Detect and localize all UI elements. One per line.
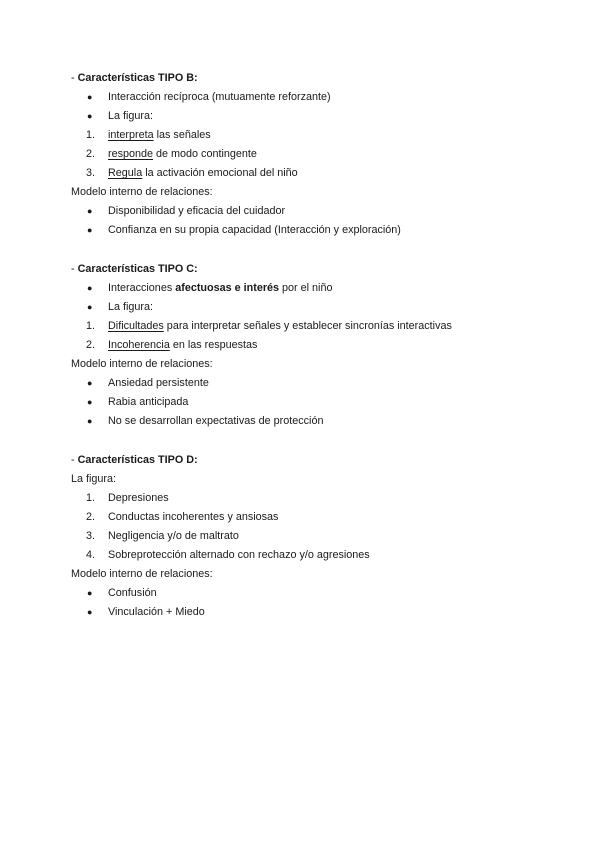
underlined-term: Dificultades	[108, 320, 164, 332]
numbered-item	[0, 126, 600, 145]
item-number: 3.	[86, 167, 96, 179]
bold-term: afectuosas e interés	[175, 282, 280, 294]
model-label: Modelo interno de relaciones:	[71, 568, 213, 580]
list-item-text	[108, 279, 332, 298]
item-rest: de modo contingente	[153, 148, 257, 160]
list-item-text: Confianza en su propia capacidad (Interacción y exploración)	[108, 224, 401, 236]
item-text	[108, 164, 298, 183]
numbered-item	[0, 145, 600, 164]
section-d-heading	[71, 451, 600, 470]
item-rest: las señales	[153, 129, 211, 141]
section-c-heading	[71, 260, 600, 279]
bullet-icon: ●	[87, 378, 93, 388]
bullet-icon: ●	[87, 416, 93, 426]
item-text: Sobreprotección alternado con rechazo y/o agresiones	[108, 549, 370, 561]
heading-text: Características TIPO C:	[77, 263, 198, 275]
list-item	[0, 88, 600, 107]
item-text	[108, 336, 257, 355]
bullet-icon: ●	[87, 92, 93, 102]
section-b-heading	[71, 69, 600, 88]
numbered-item	[0, 508, 600, 527]
figure-label: La figura:	[71, 473, 117, 485]
numbered-item	[0, 164, 600, 183]
bullet-icon: ●	[87, 225, 93, 235]
list-item-text: Interacción recíproca (mutuamente reforzante)	[108, 91, 331, 103]
bullet-icon: ●	[87, 607, 93, 617]
numbered-item	[0, 527, 600, 546]
item-text: Depresiones	[108, 492, 169, 504]
item-number: 1.	[86, 492, 96, 504]
list-item	[0, 202, 600, 221]
item-number: 1.	[86, 129, 96, 141]
list-item-text: La figura:	[108, 301, 154, 313]
item-rest: la activación emocional del niño	[142, 167, 298, 179]
list-item-text: Vinculación + Miedo	[108, 606, 205, 618]
item-number: 2.	[86, 511, 96, 523]
list-item-text: Disponibilidad y eficacia del cuidador	[108, 205, 286, 217]
bullet-icon: ●	[87, 283, 93, 293]
item-number: 2.	[86, 339, 96, 351]
list-item	[0, 603, 600, 622]
model-label: Modelo interno de relaciones:	[71, 358, 213, 370]
underlined-term: Incoherencia	[108, 339, 170, 351]
item-text	[108, 145, 257, 164]
list-item	[0, 374, 600, 393]
item-rest: en las respuestas	[169, 339, 258, 351]
list-item-text: No se desarrollan expectativas de protección	[108, 415, 324, 427]
numbered-item	[0, 317, 600, 336]
item-text: Negligencia y/o de maltrato	[108, 530, 239, 542]
item-number: 4.	[86, 549, 96, 561]
underlined-term: Regula	[108, 167, 143, 179]
heading-dash: -	[71, 263, 78, 275]
text-pre: Interacciones	[108, 282, 176, 294]
numbered-item	[0, 336, 600, 355]
bullet-icon: ●	[87, 111, 93, 121]
list-item-text: Rabia anticipada	[108, 396, 189, 408]
heading-text: Características TIPO B:	[77, 72, 198, 84]
list-item	[0, 279, 600, 298]
list-item	[0, 298, 600, 317]
list-item	[0, 221, 600, 240]
underlined-term: interpreta	[108, 129, 154, 141]
list-item-text: La figura:	[108, 110, 154, 122]
item-text	[108, 126, 211, 145]
item-rest: para interpretar señales y establecer sincronías interactivas	[163, 320, 452, 332]
list-item	[0, 107, 600, 126]
heading-dash: -	[71, 72, 78, 84]
underlined-term: responde	[108, 148, 154, 160]
list-item	[0, 412, 600, 431]
bullet-icon: ●	[87, 397, 93, 407]
item-text	[108, 317, 452, 336]
item-number: 3.	[86, 530, 96, 542]
numbered-item	[0, 546, 600, 565]
bullet-icon: ●	[87, 206, 93, 216]
bullet-icon: ●	[87, 302, 93, 312]
list-item	[0, 393, 600, 412]
bullet-icon: ●	[87, 588, 93, 598]
list-item-text: Ansiedad persistente	[108, 377, 209, 389]
text-post: por el niño	[279, 282, 333, 294]
item-number: 1.	[86, 320, 96, 332]
heading-text: Características TIPO D:	[77, 454, 198, 466]
model-label: Modelo interno de relaciones:	[71, 186, 213, 198]
item-text: Conductas incoherentes y ansiosas	[108, 511, 279, 523]
item-number: 2.	[86, 148, 96, 160]
list-item	[0, 584, 600, 603]
numbered-item	[0, 489, 600, 508]
heading-dash: -	[71, 454, 78, 466]
list-item-text: Confusión	[108, 587, 157, 599]
